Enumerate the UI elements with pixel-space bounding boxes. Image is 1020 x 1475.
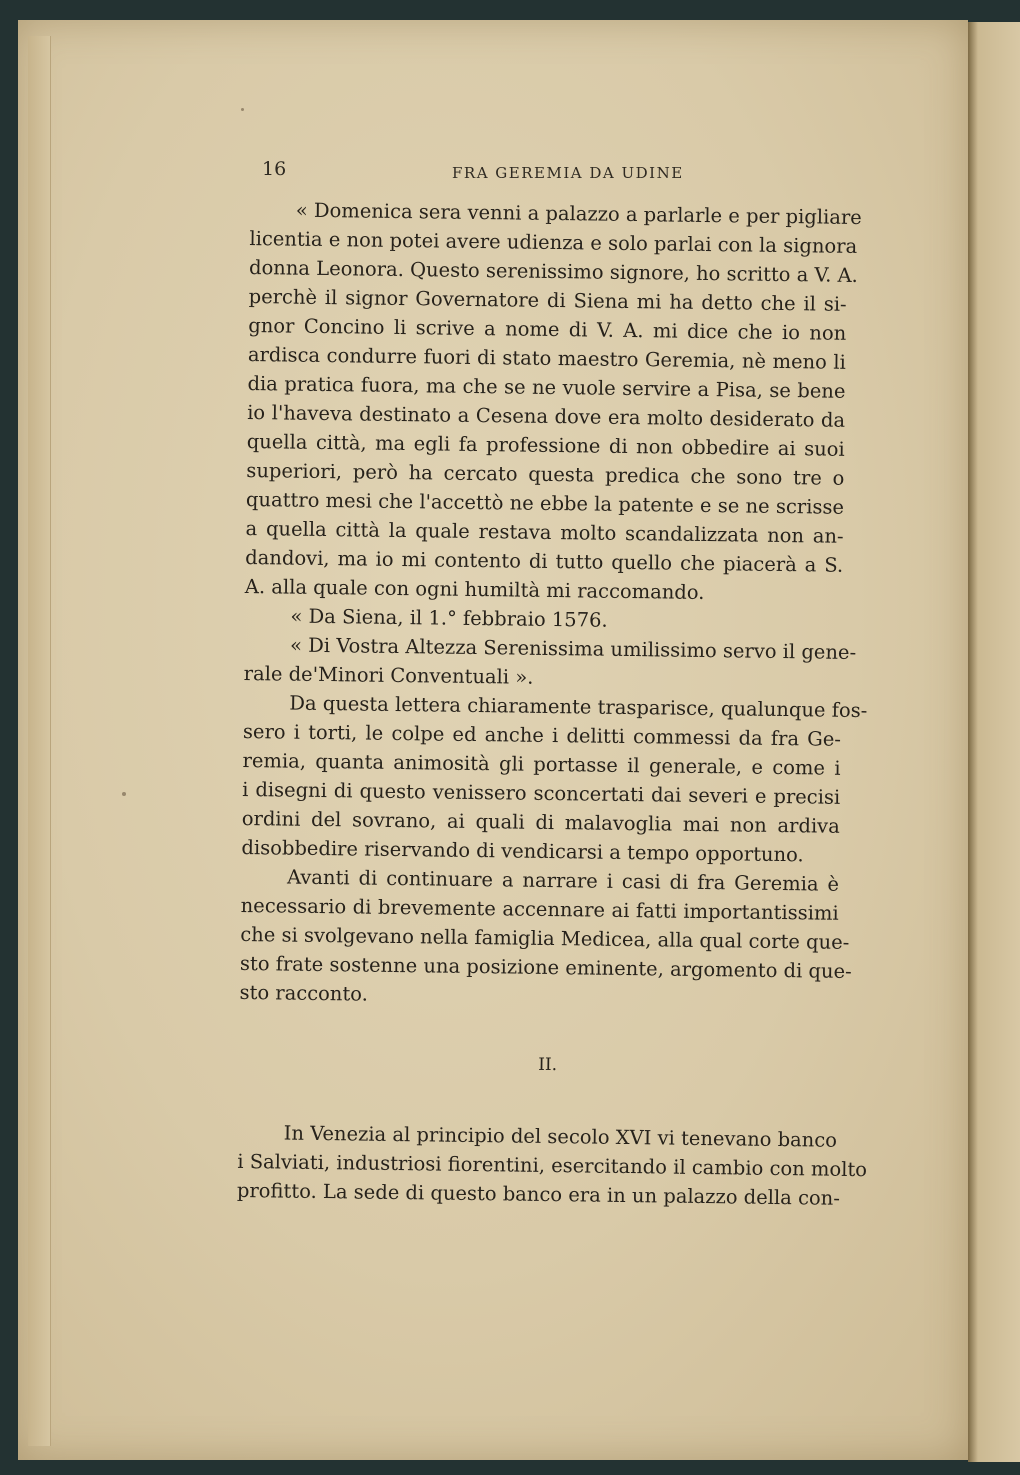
text-line: gnor Concino li scrive a nome di V. A. mi dice che io non: [248, 313, 847, 345]
text-line: A. alla quale con ogni humiltà mi raccomando.: [244, 574, 705, 604]
paragraph: [244, 195, 862, 609]
text-line: In Venezia al principio del secolo XVI vi tenevano banco: [283, 1121, 838, 1152]
text-line: che si svolgevano nella famiglia Medicea, alla qual corte que-: [240, 922, 850, 954]
text-line: io l'haveva destinato a Cesena dove era molto desiderato da: [247, 400, 846, 432]
text-line: profitto. La sede di questo banco era in un palazzo della con-: [236, 1178, 841, 1210]
text-line: sto frate sostenne una posizione eminente, argomento di que-: [239, 951, 852, 983]
text-line: superiori, però ha cercato questa predica che sono tre o: [246, 458, 845, 490]
section-heading: II.: [538, 1054, 558, 1076]
text-line: necessario di brevemente accennare ai fatti importantissimi: [240, 893, 839, 925]
text-line: a quella città la quale restava molto scandalizzata non an-: [245, 516, 844, 548]
paper-speck: [241, 108, 244, 111]
text-line: rale de'Minori Conventuali ».: [243, 661, 534, 689]
text-line: sto racconto.: [239, 980, 369, 1006]
paragraph: [241, 688, 868, 870]
text-line: i Salviati, industriosi fiorentini, esercitando il cambio con molto: [237, 1149, 868, 1182]
text-line: ordini del sovrano, ai quali di malavoglia mai non ardiva: [241, 806, 840, 838]
paragraph: [239, 862, 852, 1015]
text-line: « Da Siena, il 1.° febbraio 1576.: [290, 604, 608, 632]
text-line: dia pratica fuora, ma che se ne vuole servire a Pisa, se bene: [247, 371, 846, 403]
paragraph: [236, 1118, 868, 1213]
text-line: i disegni di questo venissero sconcertati dai severi e precisi: [242, 777, 841, 809]
page-number: 16: [262, 158, 287, 180]
text-line: dandovi, ma io mi contento di tutto quello che piacerà a S.: [245, 545, 844, 577]
page-header: [262, 158, 852, 188]
facing-page-edge: [968, 22, 1020, 1462]
text-line: quattro mesi che l'accettò ne ebbe la patente e se ne scrisse: [245, 487, 845, 519]
paragraph: [243, 630, 857, 696]
text-line: ardisca condurre fuori di stato maestro Geremia, nè meno li: [247, 342, 847, 374]
text-line: « Di Vostra Altezza Serenissima umilissimo servo il gene-: [289, 633, 857, 664]
paper-speck: [122, 792, 126, 796]
text-line: Da questa lettera chiaramente trasparisce, qualunque fos-: [289, 691, 868, 723]
text-line: quella città, ma egli fa professione di non obbedire ai suoi: [246, 429, 845, 461]
text-line: perchè il signor Governatore di Siena mi ha detto che il si-: [248, 284, 847, 316]
text-line: remia, quanta animosità gli portasse il generale, e come i: [242, 748, 841, 780]
running-head: FRA GEREMIA DA UDINE: [452, 164, 684, 182]
text-line: « Domenica sera venni a palazzo a parlarle e per pigliare: [295, 198, 862, 230]
text-line: licentia e non potei avere udienza e solo parlai con la signora: [249, 226, 858, 258]
page-stack-edge: [28, 36, 51, 1446]
text-line: Avanti di continuare a narrare i casi di fra Geremia è: [286, 865, 840, 896]
text-line: donna Leonora. Questo serenissimo signore, ho scritto a V. A.: [248, 255, 858, 287]
body-text: [236, 195, 868, 1213]
text-line: sero i torti, le colpe ed anche i delitti commessi da fra Ge-: [242, 719, 842, 751]
text-line: disobbedire riservando di vendicarsi a tempo opportuno.: [241, 835, 804, 867]
